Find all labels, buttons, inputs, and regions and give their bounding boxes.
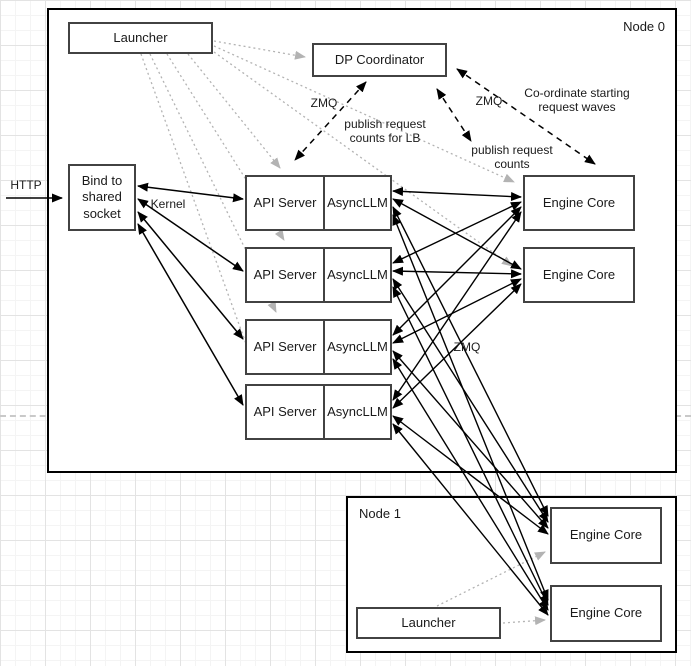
api-server-4-label: API Server: [247, 386, 325, 438]
node0-title: Node 0: [623, 19, 665, 34]
zmq-label-mesh: ZMQ: [453, 340, 481, 354]
api-server-row-3: [245, 319, 392, 375]
zmq-label-left: ZMQ: [310, 96, 338, 110]
api-server-2-label: API Server: [247, 249, 325, 301]
bind-shared-socket-box: Bind to shared socket: [68, 164, 136, 231]
api-server-row-1: [245, 175, 392, 231]
kernel-label: Kernel: [150, 197, 186, 211]
engine-core-1-box: Engine Core: [523, 175, 635, 231]
zmq-label-right: ZMQ: [475, 94, 503, 108]
coordinate-request-waves-label: Co-ordinate starting request waves: [524, 86, 630, 115]
api-server-row-4: [245, 384, 392, 440]
asyncllm-3-label: AsyncLLM: [327, 338, 388, 354]
launcher-node0-box: Launcher: [68, 22, 213, 54]
http-label: HTTP: [10, 178, 42, 192]
engine-core-3-box: Engine Core: [550, 507, 662, 564]
engine-core-2-box: Engine Core: [523, 247, 635, 303]
publish-request-counts-lb-label: publish request counts for LB: [344, 117, 426, 146]
api-server-1-label: API Server: [247, 177, 325, 229]
asyncllm-4-label: AsyncLLM: [327, 403, 388, 419]
node1-title: Node 1: [359, 506, 401, 521]
launcher-node1-box: Launcher: [356, 607, 501, 639]
publish-request-counts-label: publish request counts: [471, 143, 553, 172]
dp-coordinator-box: DP Coordinator: [312, 43, 447, 77]
api-server-3-label: API Server: [247, 321, 325, 373]
asyncllm-2-label: AsyncLLM: [327, 266, 388, 282]
engine-core-4-box: Engine Core: [550, 585, 662, 642]
api-server-row-2: [245, 247, 392, 303]
asyncllm-1-label: AsyncLLM: [327, 194, 388, 210]
